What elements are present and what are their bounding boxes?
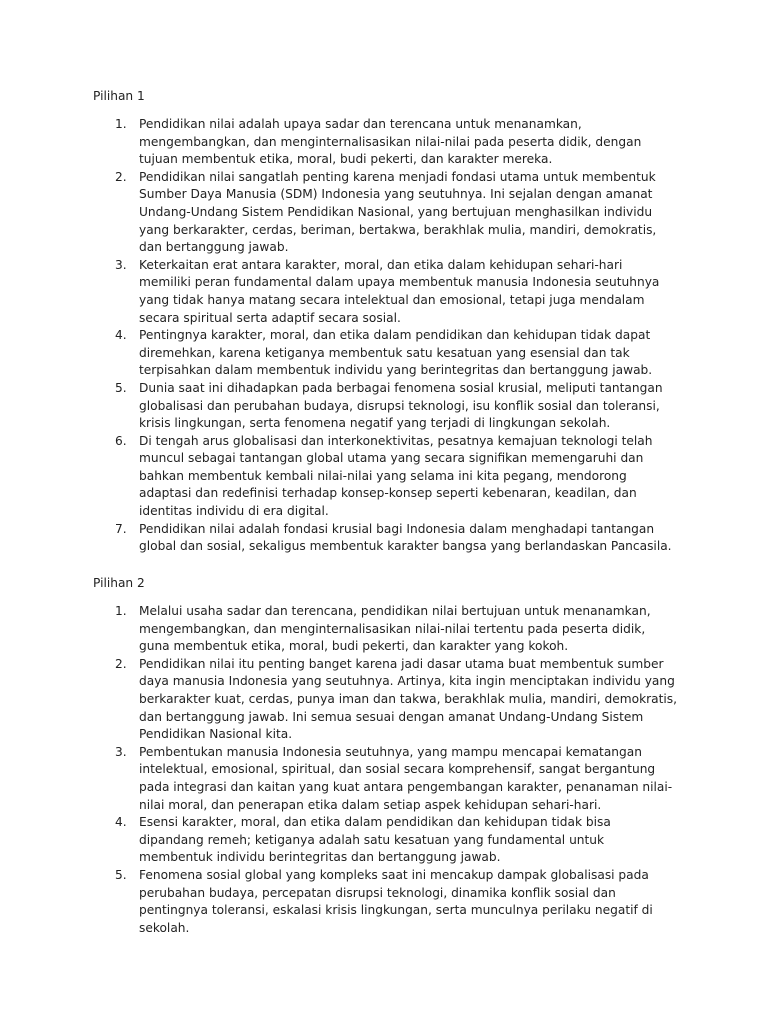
list-item-text: Melalui usaha sadar dan terencana, pendidikan nilai bertujuan untuk menanamkan, mengembangkan, dan menginternalisasikan nilai-nilai tertentu pada peserta didik, guna membentuk etika, moral, budi pekerti, dan karakter yang kokoh. bbox=[139, 604, 651, 654]
list-number: 5. bbox=[115, 867, 127, 882]
list-item-text: Fenomena sosial global yang kompleks saat ini mencakup dampak globalisasi pada perubahan budaya, percepatan disrupsi teknologi, dinamika konflik sosial dan pentingnya toleransi, eskalasi krisis lingkungan, serta munculnya perilaku negatif di sekolah. bbox=[139, 867, 653, 935]
list-item-text: Pembentukan manusia Indonesia seutuhnya, yang mampu mencapai kematangan intelektual, emosional, spiritual, dan sosial secara komprehensif, sangat bergantung pada integrasi dan kaitan yang kuat antara pengembangan karakter, penanaman nilai-nilai moral, dan penerapan etika dalam setiap aspek kehidupan sehari-hari. bbox=[139, 744, 673, 812]
list-number: 4. bbox=[115, 328, 127, 343]
section-heading: Pilihan 2 bbox=[93, 576, 145, 590]
list-item bbox=[93, 433, 678, 521]
list-item bbox=[93, 814, 678, 867]
list-item-text: Pendidikan nilai adalah fondasi krusial bagi Indonesia dalam menghadapi tantangan global dan sosial, sekaligus membentuk karakter bangsa yang berlandaskan Pancasila. bbox=[139, 521, 672, 554]
list-number: 1. bbox=[115, 604, 127, 618]
list-item-text: Pendidikan nilai adalah upaya sadar dan terencana untuk menanamkan, mengembangkan, dan menginternalisasikan nilai-nilai pada peserta didik, dengan tujuan membentuk etika, moral, budi pekerti, dan karakter mereka. bbox=[139, 117, 642, 167]
list-number: 3. bbox=[115, 744, 127, 759]
list-number: 6. bbox=[115, 433, 127, 448]
section-pilihan-1 bbox=[93, 87, 678, 556]
list-number: 3. bbox=[115, 257, 127, 272]
list-number: 4. bbox=[115, 815, 127, 830]
list-item-text: Keterkaitan erat antara karakter, moral, dan etika dalam kehidupan sehari-hari memiliki peran fundamental dalam upaya membentuk manusia Indonesia seutuhnya yang tidak hanya matang secara intelektual dan emosional, tetapi juga mendalam secara spiritual serta adaptif secara sosial. bbox=[139, 257, 660, 325]
list-item bbox=[93, 380, 678, 433]
list-item-text: Pendidikan nilai sangatlah penting karena menjadi fondasi utama untuk membentuk Sumber Daya Manusia (SDM) Indonesia yang seutuhnya. Ini sejalan dengan amanat Undang-Undang Sistem Pendidikan Nasional, yang bertujuan menghasilkan individu yang berkarakter, cerdas, beriman, bertakwa, berakhlak mulia, mandiri, demokratis, dan bertanggung jawab. bbox=[139, 169, 657, 255]
list-item bbox=[93, 867, 678, 937]
list-item-text: Esensi karakter, moral, dan etika dalam pendidikan dan kehidupan tidak bisa dipandang remeh; ketiganya adalah satu kesatuan yang fundamental untuk membentuk individu berintegritas dan bertanggung jawab. bbox=[139, 815, 611, 865]
list-number: 2. bbox=[115, 169, 127, 184]
list-item bbox=[93, 656, 678, 744]
numbered-list bbox=[93, 116, 678, 556]
list-number: 7. bbox=[115, 521, 127, 536]
list-number: 1. bbox=[115, 117, 127, 131]
list-item bbox=[93, 169, 678, 257]
list-item bbox=[93, 521, 678, 556]
list-item bbox=[93, 327, 678, 380]
list-item-text: Pentingnya karakter, moral, dan etika dalam pendidikan dan kehidupan tidak dapat diremehkan, karena ketiganya membentuk satu kesatuan yang esensial dan tak terpisahkan dalam membentuk individu yang berintegritas dan bertanggung jawab. bbox=[139, 328, 653, 378]
list-item bbox=[93, 603, 678, 656]
list-item-text: Dunia saat ini dihadapkan pada berbagai fenomena sosial krusial, meliputi tantangan globalisasi dan perubahan budaya, disrupsi teknologi, isu konflik sosial dan toleransi, krisis lingkungan, serta fenomena negatif yang terjadi di lingkungan sekolah. bbox=[139, 380, 663, 431]
list-item-text: Di tengah arus globalisasi dan interkonektivitas, pesatnya kemajuan teknologi telah muncul sebagai tantangan global utama yang secara signifikan memengaruhi dan bahkan membentuk kembali nilai-nilai yang selama ini kita pegang, mendorong adaptasi dan redefinisi terhadap konsep-konsep seperti kebenaran, keadilan, dan identitas individu di era digital. bbox=[139, 433, 653, 519]
section-heading: Pilihan 1 bbox=[93, 89, 145, 103]
section-pilihan-2 bbox=[93, 574, 678, 937]
list-item bbox=[93, 116, 678, 169]
list-item bbox=[93, 257, 678, 327]
numbered-list bbox=[93, 603, 678, 937]
list-item-text: Pendidikan nilai itu penting banget karena jadi dasar utama buat membentuk sumber daya manusia Indonesia yang seutuhnya. Artinya, kita ingin menciptakan individu yang berkarakter kuat, cerdas, punya iman dan takwa, berakhlak mulia, mandiri, demokratis, dan bertanggung jawab. Ini semua sesuai dengan amanat Undang-Undang Sistem Pendidikan Nasional kita. bbox=[139, 656, 677, 742]
list-item bbox=[93, 744, 678, 814]
list-number: 2. bbox=[115, 656, 127, 671]
list-number: 5. bbox=[115, 380, 127, 395]
